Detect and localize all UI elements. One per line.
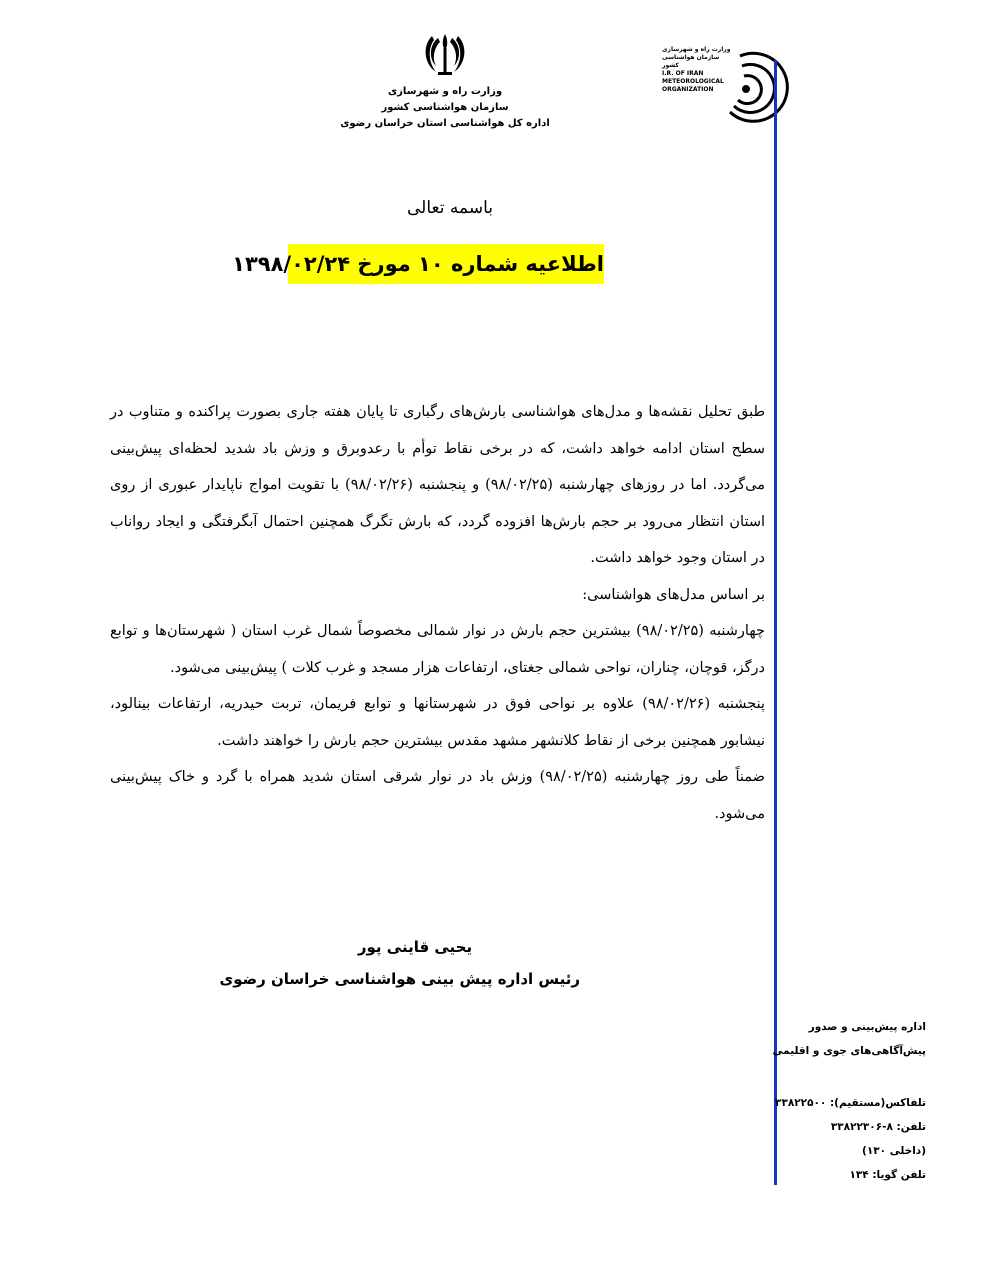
announcement-body (110, 394, 765, 832)
signer-name: یحیی قاینی پور (357, 938, 473, 956)
contact-panel (772, 1015, 926, 1187)
announcement-headline: اطلاعیه شماره ۱۰ مورخ ۱۳۹۸/۰۲/۲۴ (288, 244, 604, 284)
iran-emblem-icon (420, 30, 470, 80)
basmala: باسمه تعالی (407, 198, 493, 218)
paragraph-wind: ضمناً طی روز چهارشنبه (۹۸/۰۲/۲۵) وزش باد در نوار شرقی استان شدید همراه با گرد و خاک پیش‌بینی می‌شود. (110, 769, 765, 822)
department-line-1: اداره پیش‌بینی و صدور (808, 1021, 926, 1033)
voice-phone: تلفن گویا: ۱۳۴ (849, 1169, 926, 1181)
paragraph-models-heading: بر اساس مدل‌های هواشناسی: (582, 586, 765, 603)
telefax: تلفاکس(مستقیم): ۳۳۸۲۲۵۰۰ (775, 1097, 926, 1109)
contact-info (776, 1091, 926, 1187)
paragraph-intro: طبق تحلیل نقشه‌ها و مدل‌های هواشناسی بارش‌های رگباری تا پایان هفته جاری بصورت پراکنده و متناوب در سطح استان ادامه خواهد داشت، که در برخی نقاط توأم با رعدوبرق و وزش باد شدید لحظه‌ای پیش‌بینی می‌گردد. اما در روزهای چهارشنبه (۹۸/۰۲/۲۵) و پنجشنبه (۹۸/۰۲/۲۶) با تقویت امواج ناپایدار عبوری از روی استان انتظار می‌رود بر حجم بارش‌ها افزوده گردد، که بارش تگرگ همچنین احتمال آبگرفتگی و ایجاد رواناب در استان وجود خواهد داشت. (110, 404, 765, 566)
ministry-header (330, 30, 560, 132)
signer-title: رئیس اداره پیش بینی هواشناسی خراسان رضوی (219, 970, 580, 988)
extension: (داخلی ۱۳۰) (862, 1145, 926, 1157)
paragraph-thursday: پنجشنبه (۹۸/۰۲/۲۶) علاوه بر نواحی فوق در شهرستانها و توابع فریمان، تربت حیدریه، ارتفاعات بینالود، نیشابور همچنین برخی از نقاط کلانشهر مشهد مقدس بیشترین حجم بارش را خواهند داشت. (110, 696, 765, 749)
ministry-name: وزارت راه و شهرسازی (387, 86, 503, 97)
office-name: اداره کل هواشناسی استان خراسان رضوی (340, 118, 550, 129)
phone: تلفن: ۸-۳۳۸۲۲۳۰۶ (830, 1121, 926, 1133)
org-logo-text: وزارت راه و شهرسازی سازمان هواشناسی کشور I.R. OF IRAN METEOROLOGICAL ORGANIZATION (662, 46, 731, 93)
department-line-2: پیش‌آگاهی‌های جوی و اقلیمی (772, 1045, 926, 1057)
signature-block (219, 932, 580, 996)
paragraph-wednesday: چهارشنبه (۹۸/۰۲/۲۵) بیشترین حجم بارش در نوار شمالی مخصوصاً شمال غرب استان ( شهرستان‌ها و توابع درگز، قوچان، چناران، نواحی شمالی جغتای، ارتفاعات هزار مسجد و غرب کلات ) پیش‌بینی می‌شود. (110, 623, 765, 676)
organization-name: سازمان هواشناسی کشور (381, 102, 509, 113)
